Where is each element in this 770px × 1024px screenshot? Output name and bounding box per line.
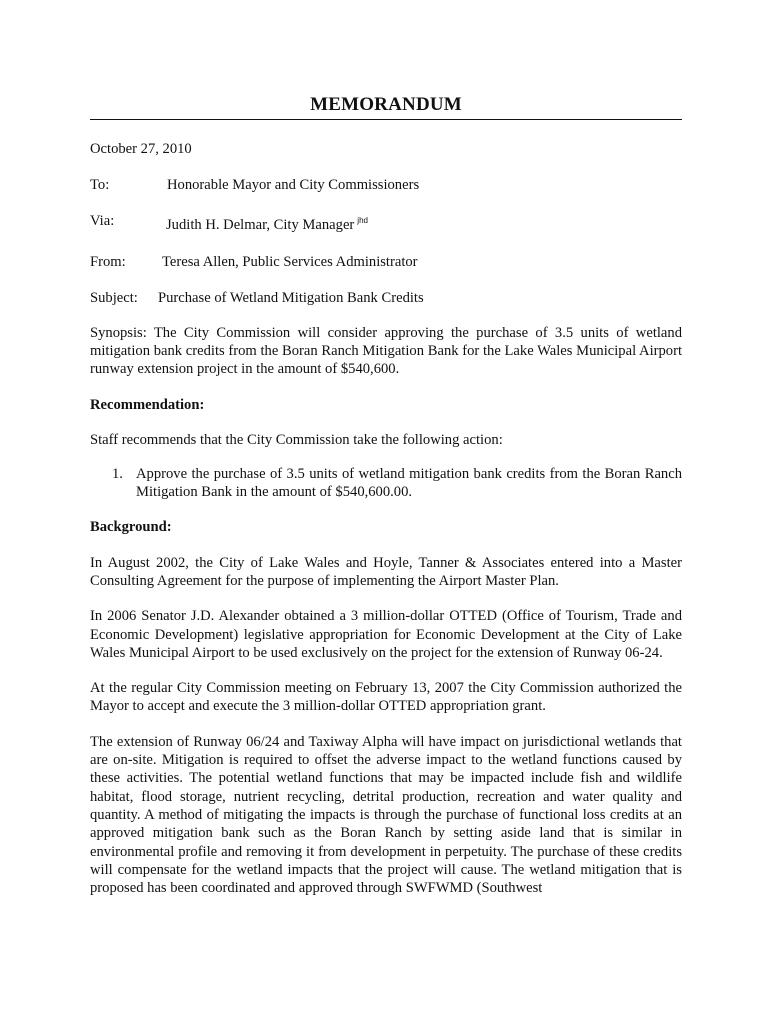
background-paragraph: At the regular City Commission meeting on February 13, 2007 the City Commission authorized the Mayor to accept and execute the 3 million-dollar OTTED appropriation grant. xyxy=(90,680,682,715)
from-label: From: xyxy=(90,253,126,270)
recommendation-intro: Staff recommends that the City Commission take the following action: xyxy=(90,431,503,448)
background-paragraph: In 2006 Senator J.D. Alexander obtained a 3 million-dollar OTTED (Office of Tourism, Trade and Economic Development) legislative appropriation for Economic Development at the City of Lake Wales Municipal Airport to be used exclusively on the project for the extension of Runway 06-24. xyxy=(90,608,682,661)
subject-label: Subject: xyxy=(90,289,138,306)
manager-initials: jhd xyxy=(357,216,368,225)
recommendation-heading: Recommendation: xyxy=(90,396,205,413)
to-label: To: xyxy=(90,177,110,193)
background-heading: Background: xyxy=(90,518,172,535)
from-row xyxy=(90,253,682,271)
from-value: Teresa Allen, Public Services Administrator xyxy=(162,253,418,270)
subject-row xyxy=(90,289,682,307)
to-row xyxy=(90,176,682,194)
via-value: Judith H. Delmar, City Manager xyxy=(166,216,355,233)
subject-value: Purchase of Wetland Mitigation Bank Credits xyxy=(158,289,424,306)
via-label: Via: xyxy=(90,213,115,229)
memo-date: October 27, 2010 xyxy=(90,141,192,157)
background-paragraph: In August 2002, the City of Lake Wales and Hoyle, Tanner & Associates entered into a Master Consulting Agreement for the purpose of implementing the Airport Master Plan. xyxy=(90,554,682,589)
background-paragraph: The extension of Runway 06/24 and Taxiway Alpha will have impact on jurisdictional wetlands that are on-site. Mitigation is required to offset the adverse impact to the wetland functions caused by these activities. The potential wetland functions that may be impacted include fish and wildlife habitat, flood storage, nutrient recycling, detrital production, recreation and water quality and quantity. A method of mitigating the impacts is through the purchase of functional loss credits at an approved mitigation bank such as the Boran Ranch by setting aside land that is similar in environmental profile and removing it from development in perpetuity. The purchase of these credits will compensate for the wetland impacts that the project will cause. The wetland mitigation that is proposed has been coordinated and approved through SWFWMD (Southwest xyxy=(90,733,682,897)
list-item-number: 1. xyxy=(112,466,123,483)
via-row xyxy=(90,212,682,234)
list-item xyxy=(90,465,682,502)
to-value: Honorable Mayor and City Commissioners xyxy=(167,177,420,193)
via-value-wrap xyxy=(166,212,368,234)
memo-title: MEMORANDUM xyxy=(90,94,682,120)
list-item-text: Approve the purchase of 3.5 units of wetland mitigation bank credits from the Boran Ranch Mitigation Bank in the amount of $540,600.00. xyxy=(136,466,682,501)
memo-page xyxy=(90,94,682,897)
synopsis-paragraph: Synopsis: The City Commission will consider approving the purchase of 3.5 units of wetland mitigation bank credits from the Boran Ranch Mitigation Bank for the Lake Wales Municipal Airport runway extension project in the amount of $540,600. xyxy=(90,324,682,378)
